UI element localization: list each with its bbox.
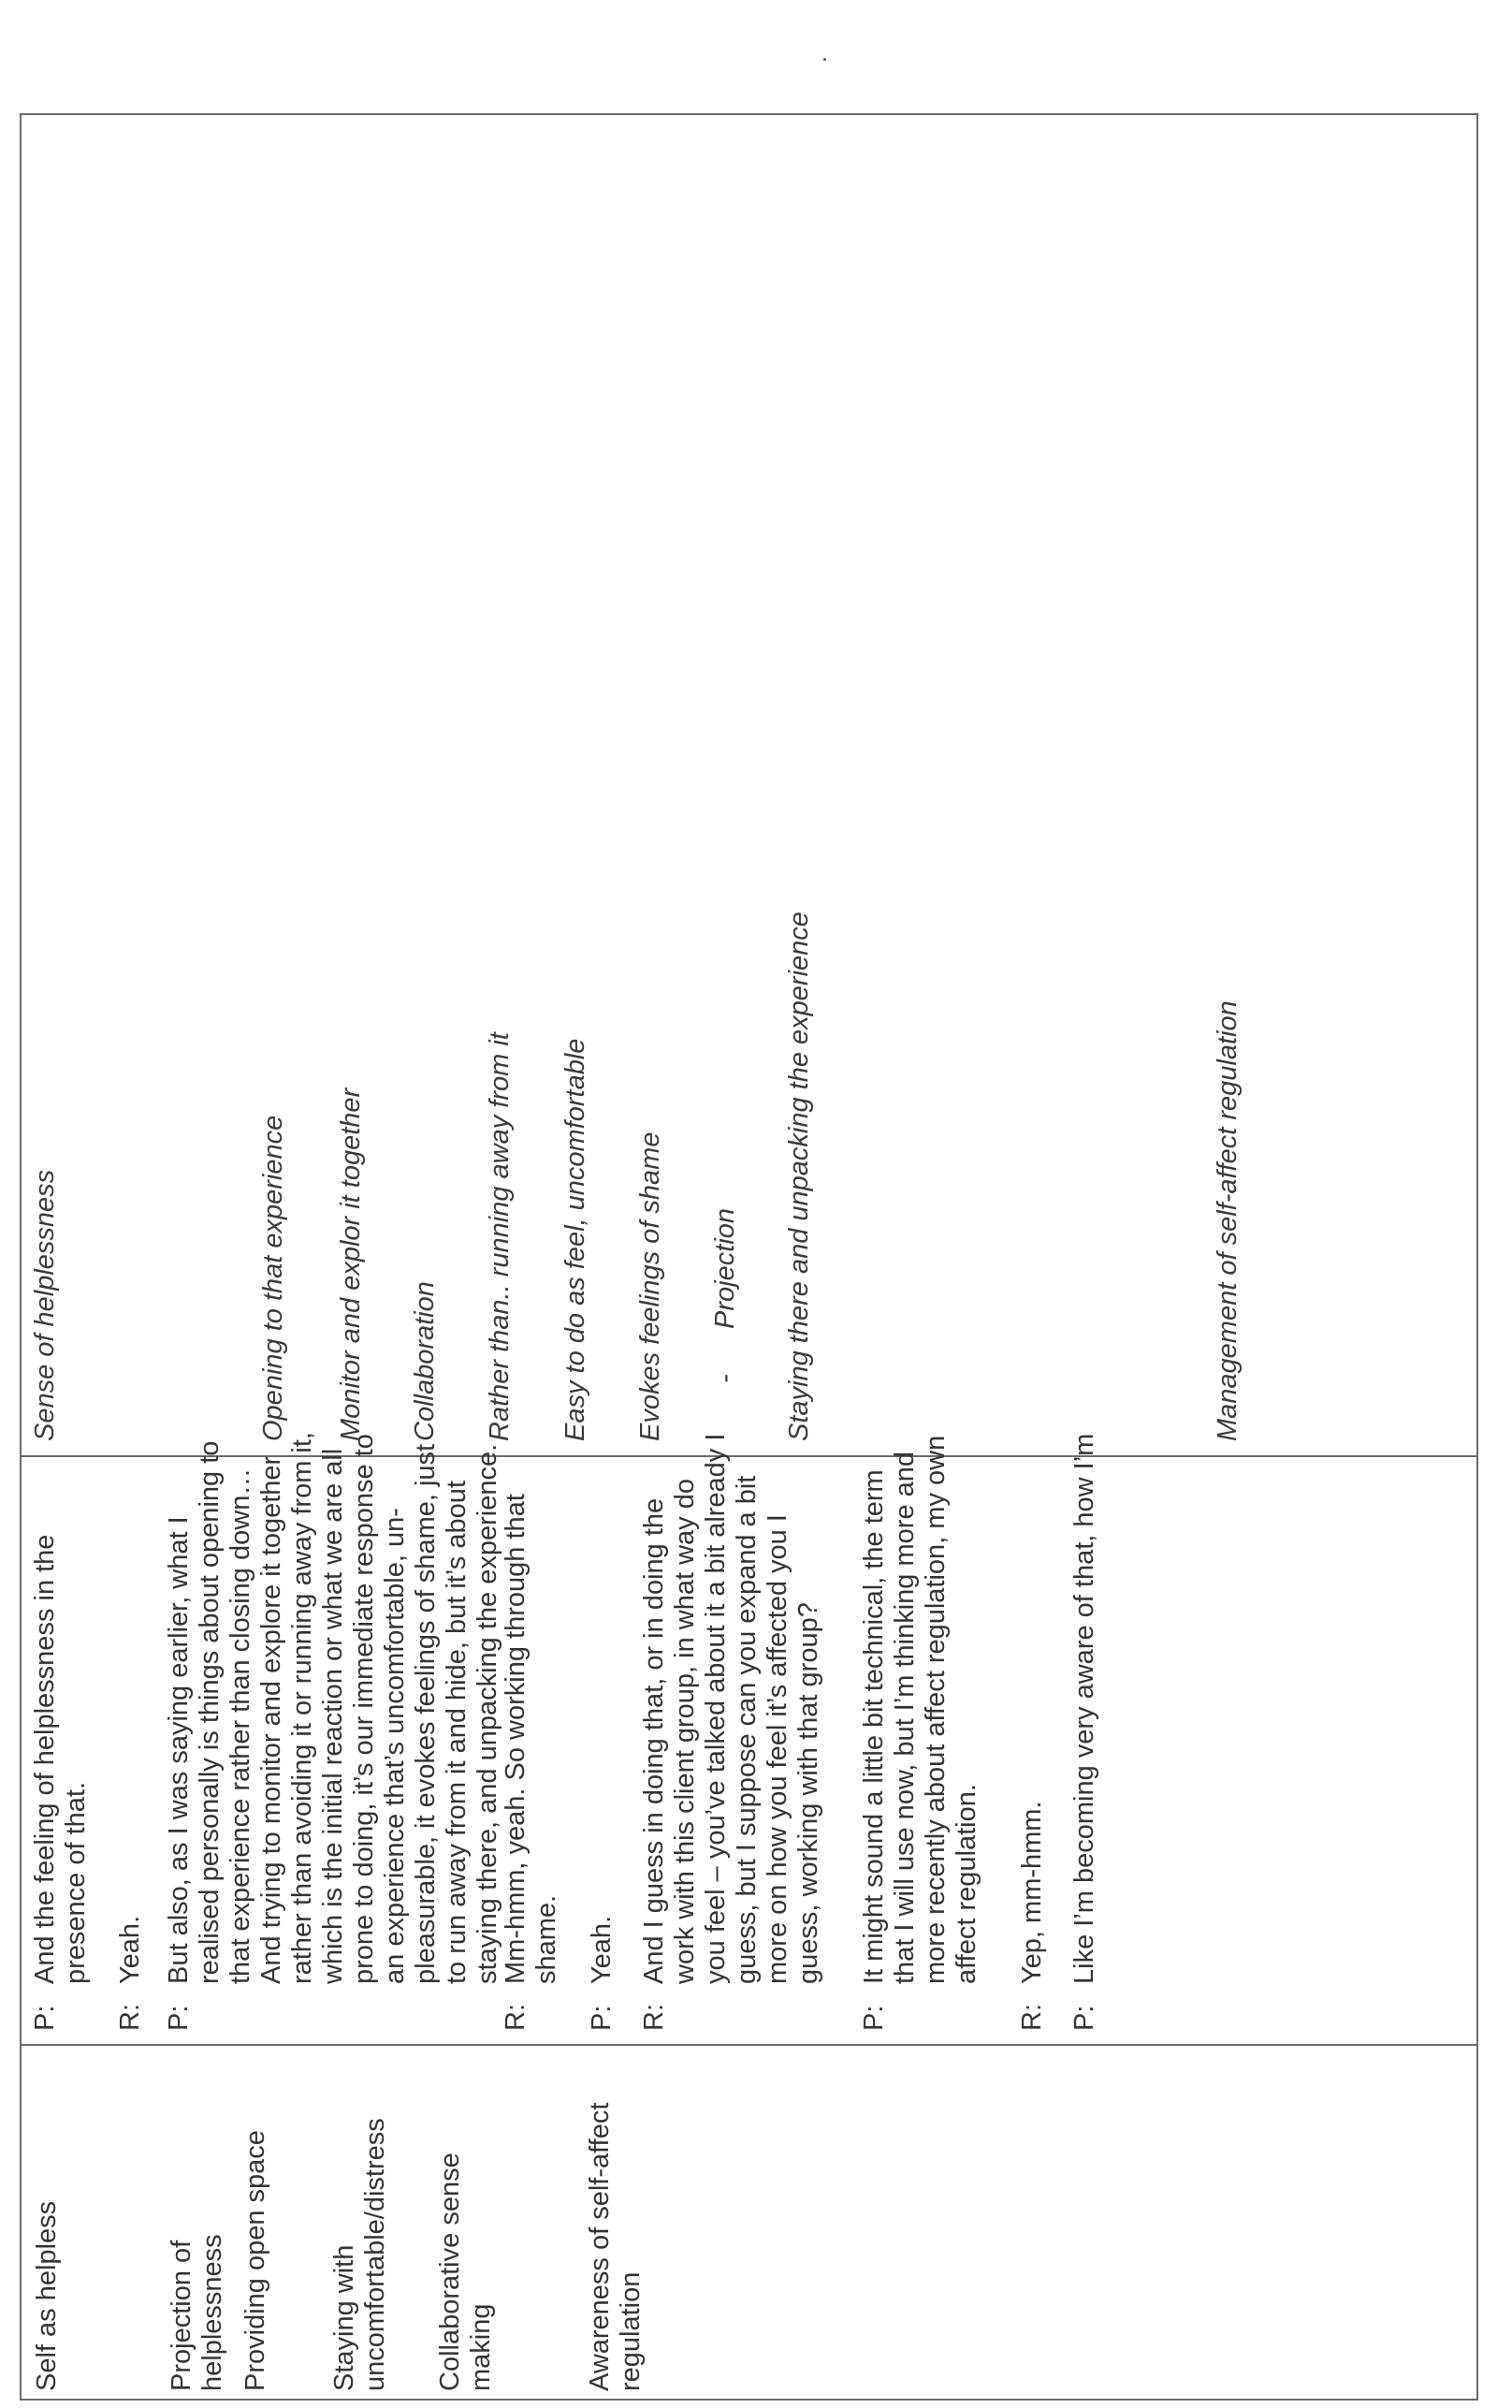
speaker-label: R: <box>639 2004 669 2031</box>
code-self-as-helpless: Self as helpless <box>32 2200 62 2391</box>
speaker-label: R: <box>115 2004 145 2031</box>
note-easy-to-do: Easy to do as feel, uncomfortable <box>560 1038 590 1441</box>
utterance: Yeah. <box>587 1915 617 1984</box>
note-management-self-affect: Management of self-affect regulation <box>1213 1000 1243 1441</box>
code-projection-of-helplessness: Projection of helplessness <box>167 2234 227 2391</box>
note-evokes-shame: Evokes feelings of shame <box>635 1131 665 1441</box>
column-divider-1 <box>22 2044 1476 2046</box>
speaker-label: R: <box>501 2004 531 2031</box>
speaker-label: P: <box>30 2005 60 2031</box>
utterance: And I guess in doing that, or in doing the work with this client group, in what way do you feel – you’ve talked about it a bit already I guess, but I suppose can you expand a bit more on how you feel it’s affected you I guess, working with that group? <box>639 1433 823 1984</box>
utterance: Mm-hmm, yeah. So working through that shame. <box>501 1494 561 1984</box>
speaker-label: P: <box>164 2005 194 2031</box>
code-staying-with-distress: Staying with uncomfortable/distress <box>329 2118 390 2391</box>
utterance: But also, as I was saying earlier, what I realised personally is things about opening to that experience rather than closing down… And trying to monitor and explore it together rather than avoiding it or running away from it, which is the initial reaction or what we are all prone to doing, it’s our immediate response to an experience that’s uncomfortable, un- pleasurable, it evokes feelings of shame, just to run away from it and hide, but it’s about staying there, and unpacking the experience. <box>164 1432 502 1984</box>
utterance: Yep, mm-hmm. <box>1017 1801 1047 1984</box>
note-monitor-and-explore: Monitor and explor it together <box>336 1087 366 1441</box>
code-collaborative-sense-making: Collaborative sense making <box>435 2153 496 2391</box>
note-collaboration: Collaboration <box>410 1281 440 1441</box>
coding-table <box>20 113 1478 2401</box>
utterance: Yeah. <box>115 1915 145 1984</box>
utterance: Like I’m becoming very aware of that, how I’m <box>1069 1433 1099 1984</box>
note-rather-than-running-away: Rather than.. running away from it <box>485 1032 515 1441</box>
note-staying-there: Staying there and unpacking the experience <box>784 912 814 1441</box>
note-opening-to-experience: Opening to that experience <box>258 1115 288 1441</box>
bullet-dash: - <box>710 1374 740 1383</box>
stray-dot <box>823 58 826 61</box>
code-awareness-of-self-affect-regulation: Awareness of self-affect regulation <box>585 2102 646 2391</box>
note-sense-of-helplessness: Sense of helplessness <box>30 1169 60 1441</box>
speaker-label: R: <box>1017 2004 1047 2031</box>
utterance: And the feeling of helplessness in the presence of that. <box>30 1534 91 1984</box>
code-providing-open-space: Providing open space <box>240 2130 270 2391</box>
utterance: It might sound a little bit technical, the term that I will use now, but I’m thinking more and more recently about affect regulation, my own affect regulation. <box>859 1435 981 1984</box>
speaker-label: P: <box>587 2005 617 2031</box>
speaker-label: P: <box>859 2005 889 2031</box>
note-projection: Projection <box>710 1208 740 1329</box>
speaker-label: P: <box>1069 2005 1099 2031</box>
